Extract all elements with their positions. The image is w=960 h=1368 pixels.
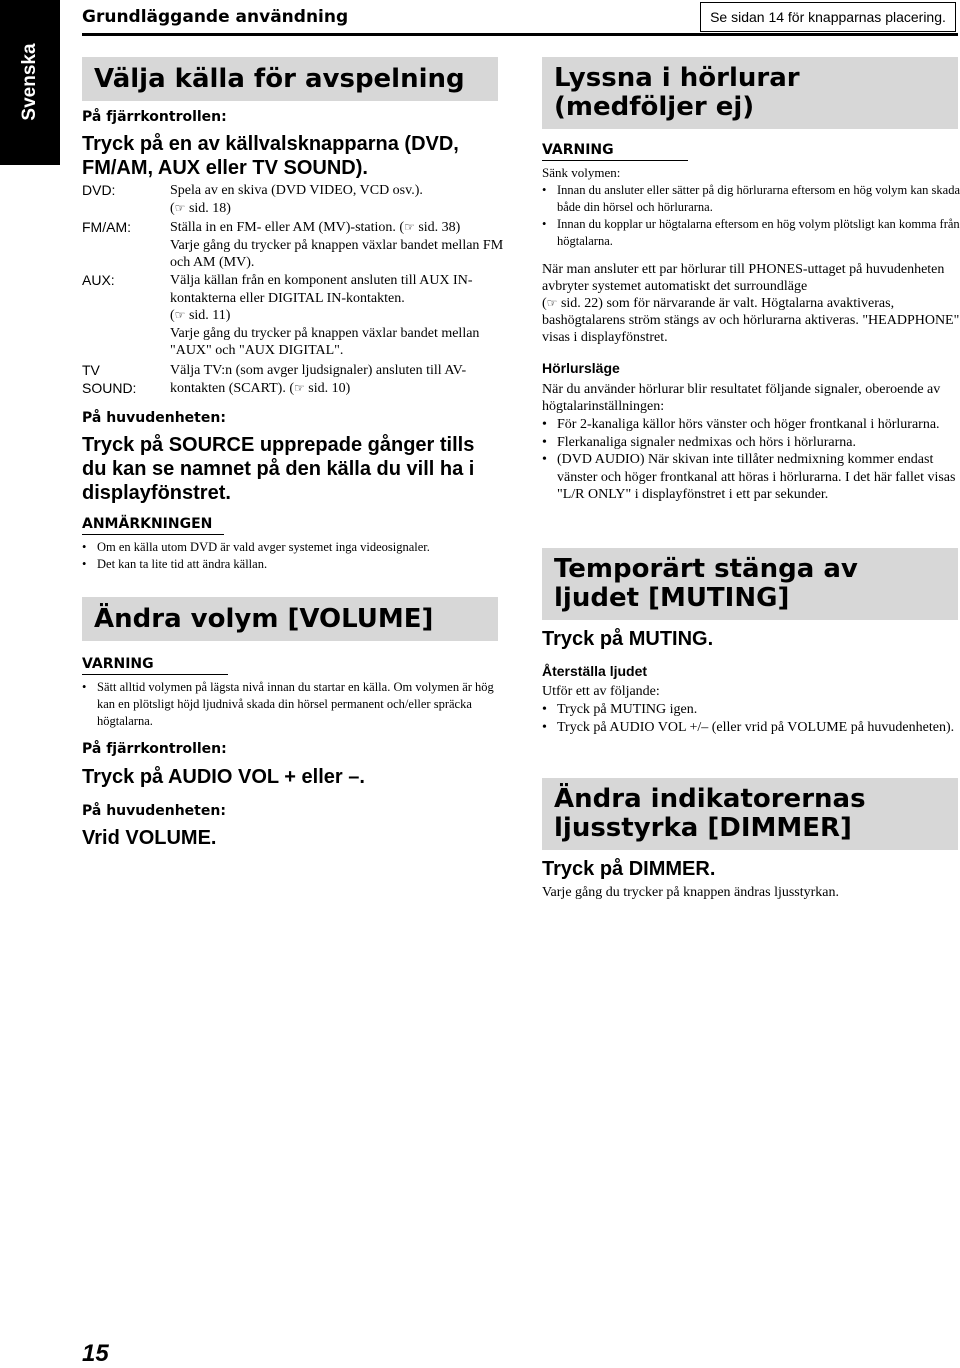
section-title: Grundläggande användning	[82, 7, 349, 27]
source-unit-instruction: Tryck på SOURCE upprepade gånger tills du kan se namnet på den källa du vill ha i displayfönstret.	[82, 434, 475, 504]
aux-label: AUX:	[82, 272, 115, 288]
headphones-title: Lyssna i hörlurar (medföljer ej)	[554, 63, 800, 122]
notes-rule	[82, 534, 224, 535]
volume-warning-text: • Sätt alltid volymen på lägsta nivå innan du startar en källa. Om volymen är hög kan en plötsligt höjd ljudnivå skada din hörsel permanent och/eller spräcka högtalarna.	[82, 679, 502, 730]
page-number: 15	[82, 1340, 109, 1367]
dimmer-text: Varje gång du trycker på knappen ändras ljusstyrkan.	[542, 885, 840, 900]
pointing-hand-icon: ☞	[174, 200, 186, 215]
header-rule	[82, 33, 958, 36]
headphones-body-ref: sid. 22) som för närvarande är valt. Högtalarna avaktiveras, bashögtalarens ström stängs av och hörlurarna aktiveras. "HEADPHONE" visas i displayfönstret.	[542, 296, 960, 345]
tv-text: Välja TV:n (som avger ljudsignaler) ansluten till AV-kontakten (SCART). (	[170, 363, 467, 396]
source-title: Välja källa för avspelning	[94, 64, 465, 94]
headphones-warning-title: VARNING	[542, 142, 614, 158]
fm-text: Ställa in en FM- eller AM (MV)-station. (	[170, 220, 405, 235]
muting-banner	[542, 548, 958, 620]
volume-warning-title: VARNING	[82, 656, 154, 672]
tv-ref: sid. 10)	[308, 380, 351, 396]
source-remote-label: På fjärrkontrollen:	[82, 109, 227, 125]
source-remote-instruction: Tryck på en av källvalsknapparna (DVD, FM/AM, AUX eller TV SOUND).	[82, 133, 459, 179]
dvd-ref: sid. 18)	[188, 200, 231, 216]
volume-unit-label: På huvudenheten:	[82, 803, 226, 819]
pointing-hand-icon: ☞	[404, 220, 415, 234]
volume-warning-list	[82, 679, 502, 730]
headphones-body-text: När man ansluter ett par hörlurar till PHONES-uttaget på huvudenheten avbryter systemet automatiskt det surroundläge	[542, 262, 945, 294]
warning-item: • Innan du ansluter eller sätter på dig hörlurarna eftersom en hög volym kan skada både din hörsel och hörlurarna.	[542, 182, 960, 216]
notes-title: ANMÄRKNINGEN	[82, 516, 213, 532]
aux-ref: sid. 11)	[188, 308, 231, 323]
mode-list	[542, 416, 960, 504]
volume-banner	[82, 597, 498, 641]
restore-title: Återställa ljudet	[542, 663, 648, 679]
muting-instruction: Tryck på MUTING.	[542, 628, 714, 650]
fm-text-2: Varje gång du trycker på knappen växlar bandet mellan FM och AM (MV).	[170, 237, 504, 270]
mode-intro: När du använder hörlurar blir resultatet följande signaler, oberoende av högtalarinställningen:	[542, 382, 941, 414]
pointing-hand-icon: ☞	[546, 296, 558, 310]
volume-remote-label: På fjärrkontrollen:	[82, 741, 227, 757]
mode-title: Hörlursläge	[542, 360, 620, 376]
mode-item: • För 2-kanaliga källor hörs vänster och höger frontkanal i hörlurarna.	[542, 416, 960, 434]
headphones-warning-list	[542, 182, 960, 250]
headphones-banner	[542, 57, 958, 129]
dimmer-banner	[542, 778, 958, 850]
aux-text: Välja källan från en komponent ansluten till AUX IN-kontakterna eller DIGITAL IN-kontakten.	[170, 273, 473, 306]
aux-text-3: Varje gång du trycker på knappen växlar bandet mellan "AUX" och "AUX DIGITAL".	[170, 325, 480, 358]
restore-intro: Utför ett av följande:	[542, 684, 660, 699]
restore-list	[542, 701, 960, 736]
fm-label: FM/AM:	[82, 219, 131, 235]
volume-title: Ändra volym [VOLUME]	[94, 604, 434, 634]
warning-item: • Innan du kopplar ur högtalarna eftersom en hög volym plötsligt kan komma från högtalarna.	[542, 216, 960, 250]
dimmer-instruction: Tryck på DIMMER.	[542, 858, 716, 880]
headphones-body: När man ansluter ett par hörlurar till PHONES-uttaget på huvudenheten avbryter systemet automatiskt det surroundläge (☞ sid. 22) som för närvarande är valt. Högtalarna avaktiveras, bashögtalarens ström stängs av och hörlurarna aktiveras. "HEADPHONE" visas i displayfönstret.	[542, 262, 960, 345]
dimmer-title: Ändra indikatorernas ljusstyrka [DIMMER]	[554, 784, 866, 843]
headphones-warning-intro: Sänk volymen:	[542, 165, 621, 180]
tv-label: TV SOUND:	[82, 362, 137, 396]
source-unit-label: På huvudenheten:	[82, 410, 226, 426]
language-tab-label: Svenska	[19, 43, 40, 121]
mode-item: • Flerkanaliga signaler nedmixas och hörs i hörlurarna.	[542, 434, 960, 452]
muting-title: Temporärt stänga av ljudet [MUTING]	[554, 554, 858, 613]
volume-warning-rule	[82, 674, 228, 675]
volume-remote-instruction: Tryck på AUDIO VOL + eller –.	[82, 766, 365, 788]
pointing-hand-icon: ☞	[293, 380, 305, 395]
source-banner	[82, 57, 498, 101]
restore-item: • Tryck på MUTING igen.	[542, 701, 960, 719]
headphones-warning-rule	[542, 160, 688, 161]
note-item: • Det kan ta lite tid att ändra källan.	[82, 556, 502, 573]
notes-list	[82, 539, 502, 573]
restore-item: • Tryck på AUDIO VOL +/– (eller vrid på VOLUME på huvudenheten).	[542, 719, 960, 737]
pointing-hand-icon: ☞	[174, 308, 186, 322]
language-tab	[0, 0, 60, 165]
dvd-label: DVD:	[82, 182, 116, 198]
fm-ref: sid. 38)	[418, 220, 461, 235]
note-item: • Om en källa utom DVD är vald avger systemet inga videosignaler.	[82, 539, 502, 556]
button-location-note: Se sidan 14 för knapparnas placering.	[700, 2, 956, 32]
dvd-text: Spela av en skiva (DVD VIDEO, VCD osv.).	[170, 183, 423, 198]
volume-unit-instruction: Vrid VOLUME.	[82, 827, 217, 849]
mode-item: • (DVD AUDIO) När skivan inte tillåter nedmixning kommer endast vänster och höger frontkanal att höras i hörlurarna. I det här fallet visas "L/R ONLY" i displayfönstret i ett par sekunder.	[542, 451, 960, 504]
